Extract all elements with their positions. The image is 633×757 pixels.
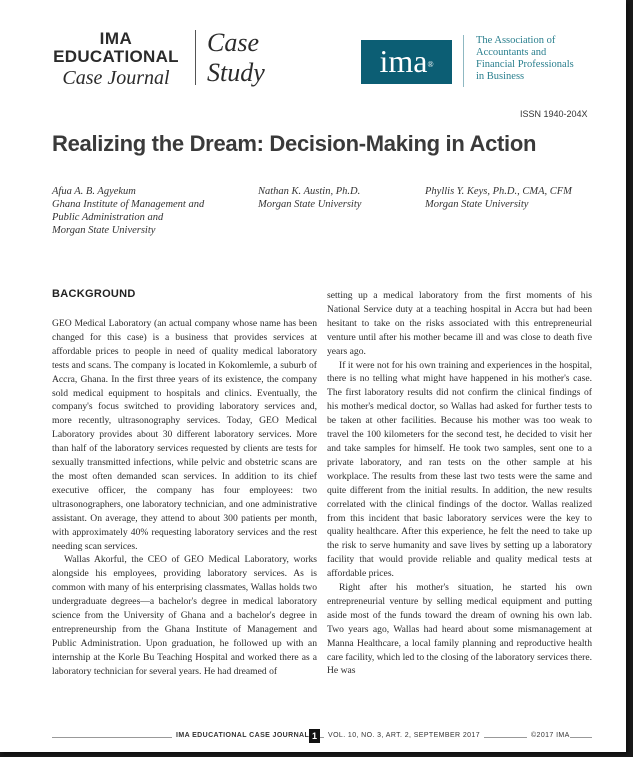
footer-rule [52, 737, 592, 738]
paragraph: If it were not for his own training and experiences in the hospital, there is no telling what might have happened in his mother's case. The first laboratory results did not confirm the clinical findings of his mother's medical doctor, so Wallas had asked for further tests to be taken at other facilities. Because his mother was too weak to travel the 100 kilometers for the second test, he decided to visit her and take samples for himself. He took two samples, sent one to a private laboratory, and ran tests on the other sample at his workplace. The results from these last two tests were the same and quite different from the initial results. In addition, the new results correlated with the clinical findings of the doctor. Wallas realized from this incident that basic laboratory services were the key to quality healthcare. After this experience, he felt the need to take up the risk to serve humanity and save lives by setting up a laboratory facility that would provide reliable and quality medical tests at affordable prices. [327, 359, 592, 580]
section-heading-background: BACKGROUND [52, 288, 136, 300]
paragraph: setting up a medical laboratory from the first moments of his National Service duty at a teaching hospital in Accra but had been hesitant to take on the risks associated with this entrepreneurial venture until after his mother became ill and was close to death five years ago. [327, 290, 592, 357]
paragraph: Wallas Akorful, the CEO of GEO Medical Laboratory, works alongside his employees, providing laboratory services. As is common with many of his enterprising classmates, Wallas holds two undergraduate degrees—a bachelor's degree in medical laboratory science from the University of Ghana and a bachelor's degree in entrepreneurship from the Ghana Institute of Management and Public Administration. Upon graduation, he followed up with an internship at the Korle Bu Teaching Hospital and worked there as a laboratory technician for several years. He had dreamed of [52, 554, 317, 677]
case-study-label [207, 28, 265, 88]
association-line: Financial Professionals [476, 59, 574, 70]
association-line: in Business [476, 71, 525, 82]
author-3 [425, 185, 595, 211]
author-affiliation: Morgan State University [52, 225, 156, 236]
footer-copyright: ©2017 IMA [527, 732, 570, 739]
author-affiliation: Ghana Institute of Management and [52, 199, 205, 210]
header-divider [195, 30, 196, 85]
journal-logo-educational: EDUCATIONAL [53, 47, 179, 66]
left-column [52, 288, 317, 679]
page-title: Realizing the Dream: Decision-Making in Action [52, 131, 537, 156]
author-affiliation: Morgan State University [258, 199, 362, 210]
association-line: The Association of [476, 35, 556, 46]
ima-logo-text: ima [379, 43, 428, 79]
ima-logo [361, 40, 452, 84]
page-number: 1 [309, 729, 320, 743]
author-2 [258, 185, 408, 211]
page-footer [52, 731, 592, 745]
case-study-line1: Case [207, 28, 259, 57]
author-name: Phyllis Y. Keys, Ph.D., CMA, CFM [425, 186, 572, 197]
footer-journal-name: IMA EDUCATIONAL CASE JOURNAL [172, 732, 313, 739]
author-affiliation: Public Administration and [52, 212, 164, 223]
association-tagline [476, 35, 606, 83]
journal-logo-case-journal: Case Journal [62, 67, 170, 89]
registered-mark: ® [427, 60, 434, 69]
journal-logo [52, 30, 180, 89]
footer-volume: VOL. 10, NO. 3, ART. 2, SEPTEMBER 2017 [324, 732, 484, 739]
author-affiliation: Morgan State University [425, 199, 529, 210]
author-1 [52, 185, 242, 237]
paragraph: GEO Medical Laboratory (an actual company whose name has been changed for this case) is a business that provides services at affordable prices to people in need of quality medical laboratory tests and scans. The company is located in Kokomlemle, a suburb of Accra, Ghana. In the first three years of its existence, the company sold medical equipment to hospitals and clinics. Eventually, the company's focus switched to providing laboratory services and, more recently, ultrasonography services. Today, GEO Medical Laboratory provides about 30 different laboratory services. More than half of the laboratory services requested by clients are tests for sexually transmitted infections, while pelvic and obstetric scans are the most often demanded scan services. In addition to its chief executive officer, the company has four employees: two ultrasonographers, one laboratory technician, and one administrative assistant. On average, they attend to about 300 patients per month, with approximately 40% requesting laboratory services and the rest needing scan services. [52, 318, 317, 552]
author-name: Nathan K. Austin, Ph.D. [258, 186, 361, 197]
logo-divider [463, 35, 464, 87]
right-column [327, 289, 592, 678]
issn: ISSN 1940-204X [520, 109, 588, 119]
author-name: Afua A. B. Agyekum [52, 186, 136, 197]
journal-logo-ima: IMA [99, 29, 133, 48]
association-line: Accountants and [476, 47, 547, 58]
paragraph: Right after his mother's situation, he started his own entrepreneurial venture by selling medical equipment and putting aside most of the funds toward the dream of owning his own lab. Two years ago, Wallas had heard about some mismanagement at Manna Healthcare, a local family planning and reproductive health care facility, which led to the closing of the laboratory services there. He was [327, 582, 592, 677]
case-study-line2: Study [207, 58, 265, 87]
